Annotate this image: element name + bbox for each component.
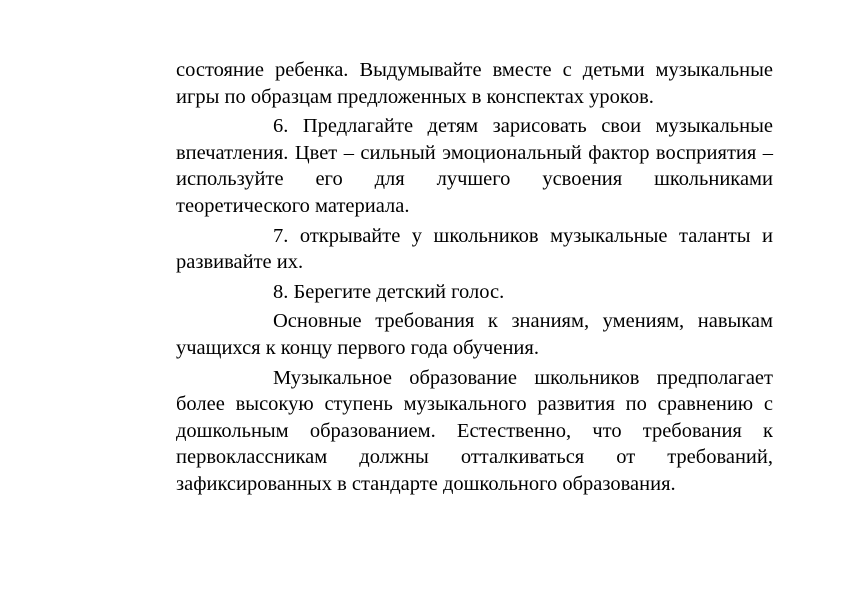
paragraph-item-8: 8. Берегите детский голос. [273,280,505,303]
paragraph-continuation: состояние ребенка. Выдумывайте вместе с детьми музыкальные игры по образцам предложенных в конспектах уроков. [176,59,773,108]
paragraph-item-7: 7. открывайте у школьников музыкальные таланты и развивайте их. [176,224,773,274]
paragraph-requirements-heading: Основные требования к знаниям, умениям, навыкам учащихся к концу первого года обучения. [176,310,773,359]
paragraph-item-6: 6. Предлагайте детям зарисовать свои музыкальные впечатления. Цвет – сильный эмоциональный фактор восприятия – используйте его для лучшего усвоения школьниками теоретического материала. [176,115,773,217]
paragraph-music-education: Музыкальное образование школьников предполагает более высокую ступень музыкального развития по сравнению с дошкольным образованием. Естественно, что требования к первоклассникам должны отталкиваться от требований, зафиксированных в стандарте дошкольного образования. [176,366,773,495]
document-page [176,57,773,501]
